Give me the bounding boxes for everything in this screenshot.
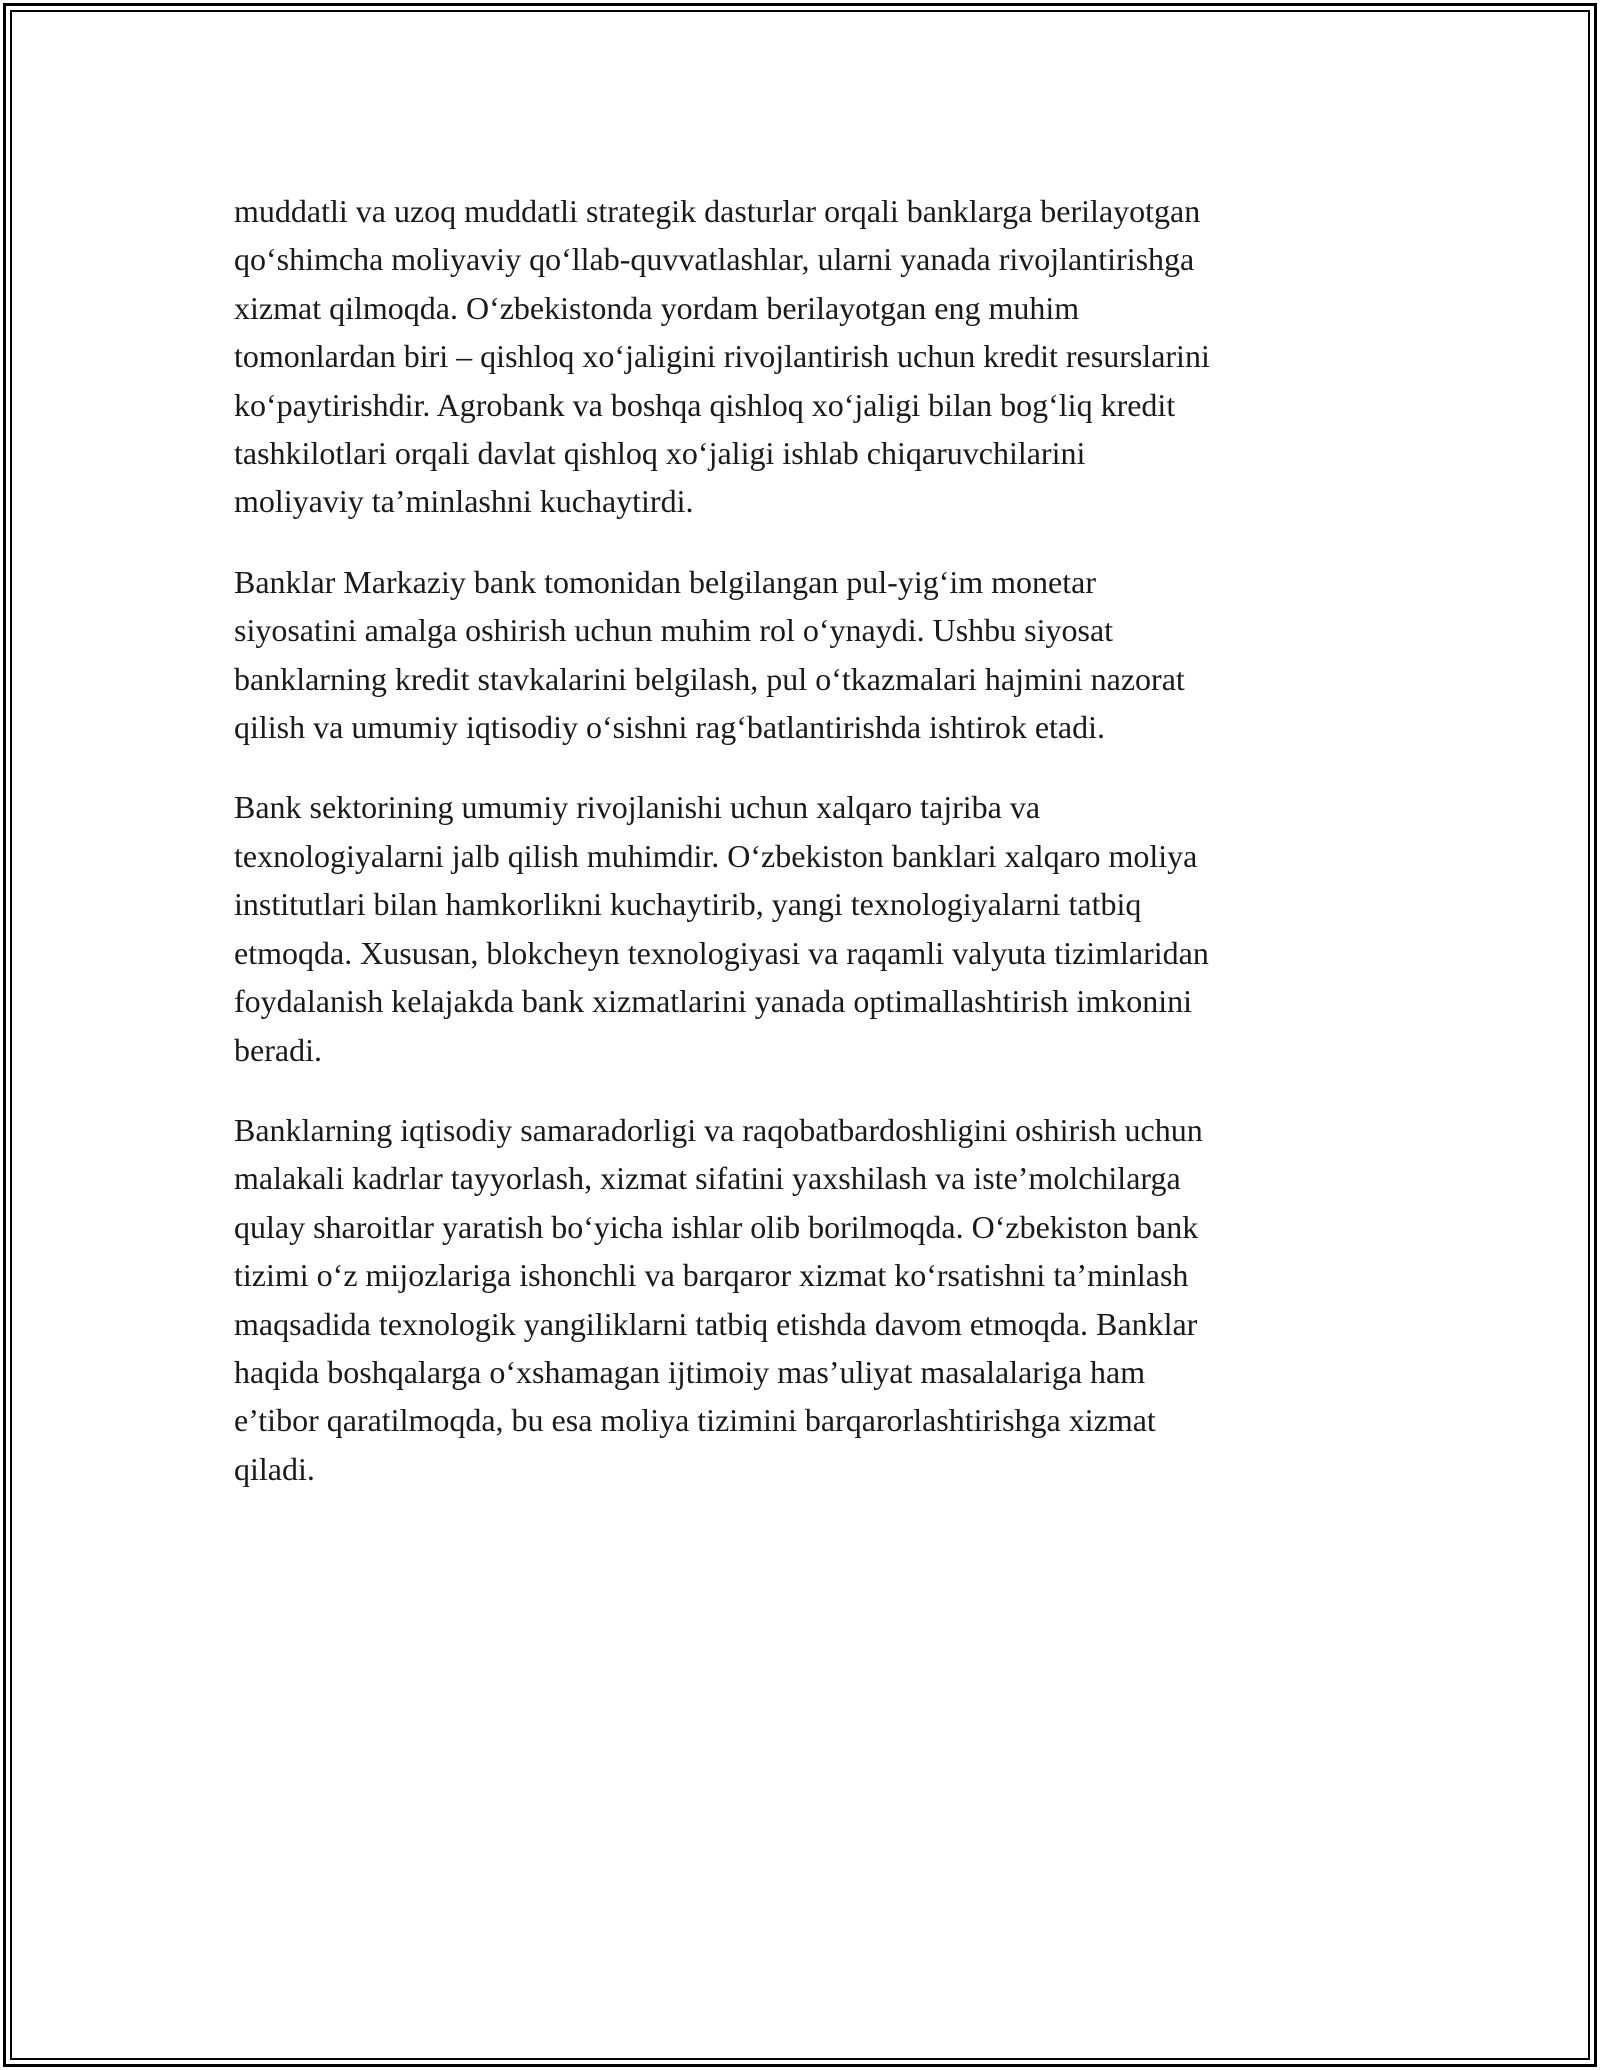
paragraph-4: Banklarning iqtisodiy samaradorligi va raqobatbardoshligini oshirish uchun malakali kadrlar tayyorlash, xizmat sifatini yaxshilash va iste’molchilarga qulay sharoitlar yaratish bo‘yicha ishlar olib borilmoqda. O‘zbekiston bank tizimi o‘z mijozlariga ishonchli va barqaror xizmat ko‘rsatishni ta’minlash maqsadida texnologik yangiliklarni tatbiq etishda davom etmoqda. Banklar haqida boshqalarga o‘xshamagan ijtimoiy mas’uliyat masalalariga ham e’tibor qaratilmoqda, bu esa moliya tizimini barqarorlashtirishga xizmat qiladi.: [234, 1111, 1203, 1487]
document-body: [234, 187, 1370, 1525]
paragraph-2: Banklar Markaziy bank tomonidan belgilangan pul-yig‘im monetar siyosatini amalga oshirish uchun muhim rol o‘ynaydi. Ushbu siyosat banklarning kredit stavkalarini belgilash, pul o‘tkazmalari hajmini nazorat qilish va umumiy iqtisodiy o‘sishni rag‘batlantirishda ishtirok etadi.: [234, 563, 1185, 746]
paragraph-3: Bank sektorining umumiy rivojlanishi uchun xalqaro tajriba va texnologiyalarni jalb qilish muhimdir. O‘zbekiston banklari xalqaro moliya institutlari bilan hamkorlikni kuchaytirib, yangi texnologiyalarni tatbiq etmoqda. Xususan, blokcheyn texnologiyasi va raqamli valyuta tizimlaridan foydalanish kelajakda bank xizmatlarini yanada optimallashtirish imkonini beradi.: [234, 789, 1209, 1068]
paragraph-1: muddatli va uzoq muddatli strategik dasturlar orqali banklarga berilayotgan qo‘shimcha moliyaviy qo‘llab-quvvatlashlar, ularni yanada rivojlantirishga xizmat qilmoqda. O‘zbekistonda yordam berilayotgan eng muhim tomonlardan biri – qishloq xo‘jaligini rivojlantirish uchun kredit resurslarini ko‘paytirishdir. Agrobank va boshqa qishloq xo‘jaligi bilan bog‘liq kredit tashkilotlari orqali davlat qishloq xo‘jaligi ishlab chiqaruvchilarini moliyaviy ta’minlashni kuchaytirdi.: [234, 193, 1210, 520]
